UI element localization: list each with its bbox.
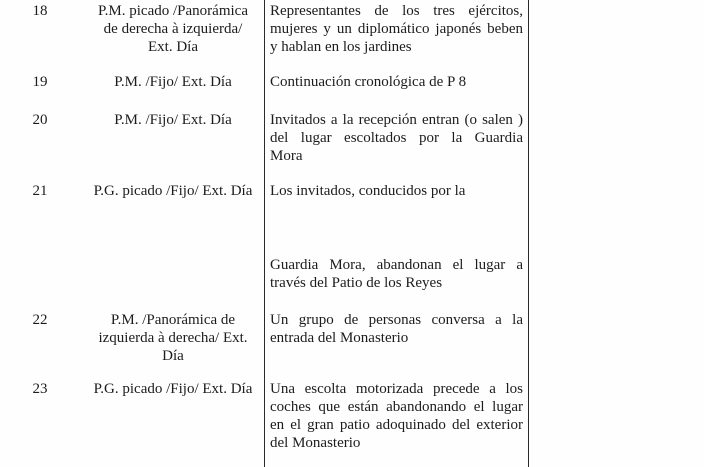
shot-type: P.M. picado /Panorámica de derecha à izquierda/ Ext. Día — [98, 3, 248, 55]
description-line: Guardia Mora, abandonan el lugar a — [270, 257, 523, 273]
description-line: mujeres y un diplomático japonés beben — [270, 21, 523, 37]
shot-description — [270, 182, 523, 200]
shot-description — [270, 256, 523, 292]
shot-description — [270, 2, 523, 56]
description-line: Continuación cronológica de P 8 — [270, 74, 467, 90]
shot-number: 18 — [32, 3, 48, 19]
shot-type: P.M. /Panorámica de izquierda à derecha/ Ext. Día — [98, 312, 248, 364]
description-line: y hablan en los jardines — [270, 39, 412, 55]
description-line: del lugar escoltados por la Guardia — [270, 130, 523, 146]
description-line: Mora — [270, 148, 303, 164]
description-line: en el gran patio adoquinado del exterior — [270, 417, 523, 433]
description-line: Una escolta motorizada precede a los — [270, 381, 523, 397]
shot-number: 20 — [32, 112, 48, 128]
column-divider-right — [528, 0, 529, 467]
shot-type: P.M. /Fijo/ Ext. Día — [114, 112, 232, 128]
shot-description — [270, 111, 523, 165]
shot-number: 19 — [32, 74, 48, 90]
shot-description — [270, 311, 523, 347]
description-line: entrada del Monasterio — [270, 330, 409, 346]
shot-type: P.G. picado /Fijo/ Ext. Día — [93, 381, 253, 397]
description-line: Un grupo de personas conversa a la — [270, 312, 523, 328]
description-line: Los invitados, conducidos por la — [270, 183, 466, 199]
description-line: través del Patio de los Reyes — [270, 275, 443, 291]
description-line: coches que están abandonando el lugar — [270, 399, 523, 415]
description-line: del Monasterio — [270, 435, 361, 451]
description-line: Representantes de los tres ejércitos, — [270, 3, 523, 19]
shot-description — [270, 73, 523, 91]
shot-type: P.M. /Fijo/ Ext. Día — [114, 74, 232, 90]
shot-number: 22 — [32, 312, 48, 328]
column-divider-left — [264, 0, 265, 467]
shot-description — [270, 380, 523, 452]
shot-number: 23 — [32, 381, 48, 397]
shot-number: 21 — [32, 183, 48, 199]
shot-type: P.G. picado /Fijo/ Ext. Día — [93, 183, 253, 199]
description-line: Invitados a la recepción entran (o salen ) — [270, 112, 523, 128]
